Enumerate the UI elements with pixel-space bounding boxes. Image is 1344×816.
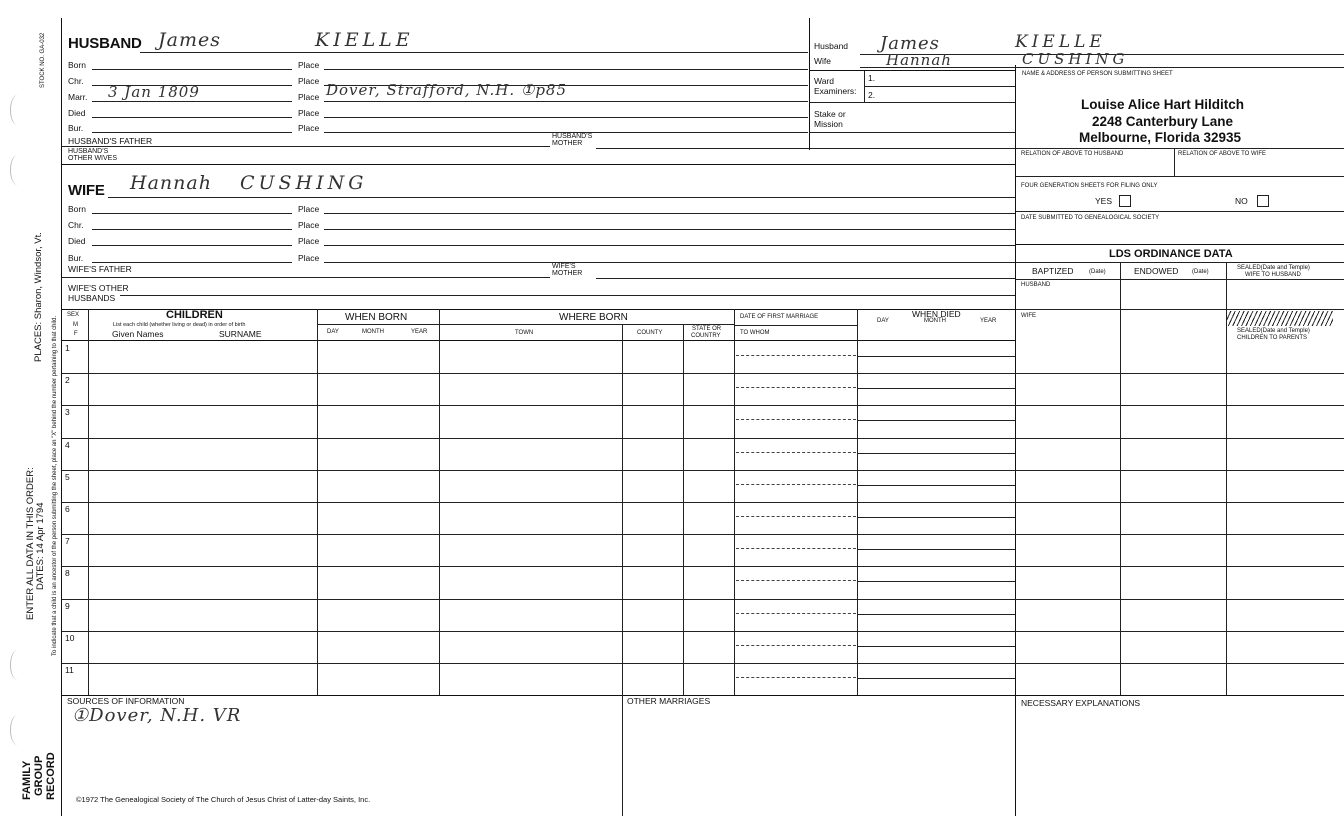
died-day-label: DAY: [877, 318, 889, 324]
children-note: List each child (whether living or dead) in order of birth: [113, 322, 246, 328]
first-marriage-date-line: [736, 677, 856, 678]
wife-chr-line: [92, 229, 292, 230]
first-marriage-date-line: [736, 645, 856, 646]
husband-died-place-line: [324, 117, 808, 118]
husband-born-label: Born: [68, 60, 86, 70]
ward-wife-line: [860, 67, 1344, 68]
side-enter-order: ENTER ALL DATA IN THIS ORDER:: [25, 467, 36, 620]
ward-box-divider: [810, 70, 1015, 71]
child-row-number: 10: [65, 633, 75, 643]
when-died-line: [857, 453, 1015, 454]
sources-label: SOURCES OF INFORMATION: [67, 696, 185, 706]
lds-husband-label: HUSBAND: [1021, 282, 1051, 288]
first-marriage-date-line: [736, 613, 856, 614]
where-born-divider: [439, 324, 734, 325]
right-panel-border: [1015, 65, 1016, 816]
endowed-date-label: (Date): [1192, 269, 1209, 275]
wife-given-name: Hannah: [130, 172, 212, 194]
husband-chr-label: Chr.: [68, 76, 84, 86]
wife-chr-place-label: Place: [298, 220, 320, 230]
when-born-label: WHEN BORN: [345, 312, 408, 323]
child-row-separator: [62, 566, 1344, 567]
husband-born-line: [92, 69, 292, 70]
col-county: [683, 324, 684, 695]
when-died-line: [857, 614, 1015, 615]
date-submitted-label: DATE SUBMITTED TO GENEALOGICAL SOCIETY: [1021, 215, 1160, 221]
county-label: COUNTY: [637, 330, 663, 336]
relation-bottom: [1016, 176, 1344, 177]
child-row-number: 3: [65, 407, 70, 417]
husband-name-line: [140, 52, 808, 53]
submitter-bottom: [1016, 148, 1344, 149]
title-record: RECORD: [45, 752, 57, 800]
wife-surname: CUSHING: [240, 172, 368, 194]
when-died-line: [857, 485, 1015, 486]
husband-marr-line: [92, 101, 292, 102]
ward-wife-name: Hannah: [886, 51, 952, 69]
yes-checkbox[interactable]: [1119, 195, 1131, 207]
first-marriage-date-line: [736, 452, 856, 453]
wife-born-line: [92, 213, 292, 214]
to-whom-label: TO WHOM: [740, 330, 770, 336]
wife-died-place-line: [324, 245, 1015, 246]
child-row-number: 11: [65, 665, 74, 675]
side-places: PLACES: Sharon, Windsor, Vt.: [33, 232, 44, 362]
husband-marriage-date: 3 Jan 1809: [108, 83, 200, 101]
wife-bur-place-line: [324, 262, 1015, 263]
when-died-line: [857, 581, 1015, 582]
examiner-2: 2.: [868, 90, 876, 100]
when-died-line: [857, 420, 1015, 421]
children-label: CHILDREN: [166, 309, 223, 321]
footer-divider: [622, 695, 623, 816]
sealed-wife-label-2: WIFE TO HUSBAND: [1245, 272, 1301, 278]
wifes-father-line: [62, 277, 550, 278]
child-row-number: 1: [65, 343, 70, 353]
examiner-1: 1.: [868, 73, 876, 83]
relation-to-wife-label: RELATION OF ABOVE TO WIFE: [1178, 151, 1267, 157]
first-marriage-date-line: [736, 355, 856, 356]
stake-bottom: [810, 132, 1015, 133]
wife-label: WIFE: [68, 182, 105, 199]
baptized-label: BAPTIZED: [1032, 266, 1074, 276]
lds-title-bottom: [1016, 262, 1344, 263]
side-dates: DATES: 14 Apr 1794: [35, 502, 46, 590]
child-row-separator: [62, 663, 1344, 664]
husband-born-place-label: Place: [298, 60, 320, 70]
first-marriage-date-line: [736, 484, 856, 485]
born-year-label: YEAR: [411, 329, 428, 335]
town-label: TOWN: [515, 330, 534, 336]
relation-divider: [1174, 148, 1175, 176]
child-row-separator: [62, 405, 1344, 406]
four-generation-label: FOUR GENERATION SHEETS FOR FILING ONLY: [1021, 183, 1158, 189]
husband-marriage-place: Dover, Strafford, N.H. ①p85: [326, 81, 568, 99]
relation-to-husband-label: RELATION OF ABOVE TO HUSBAND: [1021, 151, 1124, 157]
when-died-line: [857, 549, 1015, 550]
when-died-label: WHEN DIED: [912, 309, 961, 319]
wife-born-label: Born: [68, 204, 86, 214]
child-row-number: 4: [65, 440, 70, 450]
when-died-line: [857, 517, 1015, 518]
title-family: FAMILY: [21, 760, 33, 800]
first-marriage-date-line: [736, 548, 856, 549]
child-row-separator: [62, 631, 1344, 632]
husband-died-label: Died: [68, 108, 86, 118]
ward-wife-surname: CUSHING: [1022, 50, 1129, 68]
child-row-separator: [62, 502, 1344, 503]
ward-wife-label: Wife: [814, 56, 831, 66]
sealed-children-label-1: SEALED(Date and Temple): [1237, 328, 1310, 334]
wife-born-place-line: [324, 213, 1015, 214]
endowed-label: ENDOWED: [1134, 266, 1179, 276]
state-label-2: COUNTRY: [691, 333, 721, 339]
husband-given-name: James: [158, 29, 221, 51]
child-row-separator: [62, 599, 1344, 600]
submitter-name: Louise Alice Hart Hilditch: [1081, 97, 1245, 112]
husband-section-bottom: [62, 164, 1015, 165]
child-row-separator: [62, 470, 1344, 471]
died-year-label: YEAR: [980, 318, 997, 324]
child-row-separator: [62, 534, 1344, 535]
no-label: NO: [1235, 196, 1248, 206]
wifes-father-label: WIFE'S FATHER: [68, 264, 132, 274]
binder-notch: [10, 650, 25, 680]
child-row-number: 6: [65, 504, 70, 514]
children-header-bottom: [62, 340, 1015, 341]
lds-header-bottom: [1016, 279, 1344, 280]
first-marriage-label: DATE OF FIRST MARRIAGE: [740, 314, 819, 320]
col-town: [622, 324, 623, 695]
lds-title: LDS ORDINANCE DATA: [1109, 248, 1233, 260]
examiners-label: Examiners:: [814, 86, 857, 96]
left-border: [61, 18, 62, 816]
sealed-wife-label-1: SEALED(Date and Temple): [1237, 265, 1310, 271]
born-day-label: DAY: [327, 329, 339, 335]
sex-label: SEX: [67, 312, 80, 318]
child-row-number: 5: [65, 472, 70, 482]
born-month-label: MONTH: [362, 329, 384, 335]
examiner-1-line: [865, 86, 1015, 87]
other-marriages-label: OTHER MARRIAGES: [627, 696, 711, 706]
stock-number: STOCK NO. GA-032: [40, 32, 46, 88]
child-row-separator: [62, 438, 1344, 439]
submitter-city: Melbourne, Florida 32935: [1079, 130, 1242, 145]
ward-husband-label: Husband: [814, 41, 849, 51]
first-marriage-date-line: [736, 419, 856, 420]
husbands-mother-label-1: HUSBAND'S: [552, 133, 593, 140]
husbands-other-wives-label-2: OTHER WIVES: [68, 155, 118, 162]
state-label-1: STATE OR: [692, 326, 722, 332]
husbands-mother-line: [596, 148, 1015, 149]
binder-notch: [10, 715, 25, 745]
wifes-other-husbands-label-1: WIFE'S OTHER: [68, 283, 129, 293]
husband-surname: KIELLE: [315, 29, 414, 51]
sealed-hatched-area: [1227, 311, 1333, 326]
husbands-father-label: HUSBAND'S FATHER: [68, 136, 153, 146]
no-checkbox[interactable]: [1257, 195, 1269, 207]
date-submitted-bottom: [1016, 244, 1344, 245]
wifes-mother-line: [596, 278, 1015, 279]
wife-chr-label: Chr.: [68, 220, 84, 230]
wife-name-line: [108, 197, 1015, 198]
lds-wife-label: WIFE: [1021, 313, 1036, 319]
baptized-date-label: (Date): [1089, 269, 1106, 275]
first-marriage-date-line: [736, 516, 856, 517]
necessary-explanations-label: NECESSARY EXPLANATIONS: [1021, 698, 1141, 708]
husband-marr-place-label: Place: [298, 92, 320, 102]
child-row-number: 9: [65, 601, 70, 611]
sex-f-label: F: [74, 331, 78, 337]
stake-label-2: Mission: [814, 119, 843, 129]
ward-label: Ward: [814, 76, 834, 86]
first-marriage-date-line: [736, 387, 856, 388]
wife-chr-place-line: [324, 229, 1015, 230]
submitter-street: 2248 Canterbury Lane: [1092, 114, 1234, 129]
sealed-children-label-2: CHILDREN TO PARENTS: [1237, 335, 1308, 341]
given-names-label: Given Names: [112, 329, 164, 339]
child-row-number: 2: [65, 375, 70, 385]
wifes-mother-label-1: WIFE'S: [552, 263, 576, 270]
husband-bur-place-label: Place: [298, 123, 320, 133]
ward-box-left-border: [809, 18, 810, 150]
surname-label: SURNAME: [219, 329, 262, 339]
submitter-header: NAME & ADDRESS OF PERSON SUBMITTING SHEET: [1022, 71, 1173, 77]
first-marriage-date-line: [736, 580, 856, 581]
examiners-bottom: [810, 102, 1015, 103]
husband-bur-line: [92, 132, 292, 133]
wifes-other-husbands-label-2: HUSBANDS: [68, 293, 116, 303]
when-died-line: [857, 356, 1015, 357]
husband-died-line: [92, 117, 292, 118]
copyright: ©1972 The Genealogical Society of The Church of Jesus Christ of Latter-day Saints, Inc.: [76, 795, 371, 804]
husband-died-place-label: Place: [298, 108, 320, 118]
husbands-father-line: [62, 146, 550, 147]
first-marriage-divider: [734, 325, 857, 326]
wifes-other-husbands-line: [120, 295, 1015, 296]
when-born-divider: [317, 324, 439, 325]
husband-chr-place-label: Place: [298, 76, 320, 86]
wife-bur-place-label: Place: [298, 253, 320, 263]
husband-bur-label: Bur.: [68, 123, 84, 133]
husband-marr-label: Marr.: [68, 92, 88, 102]
sex-m-label: M: [73, 322, 78, 328]
yes-label: YES: [1095, 196, 1113, 206]
husband-label: HUSBAND: [68, 35, 142, 52]
child-row-number: 7: [65, 536, 70, 546]
when-died-line: [857, 646, 1015, 647]
child-row-separator: [62, 373, 1344, 374]
four-gen-bottom: [1016, 211, 1344, 212]
lds-husband-bottom: [1016, 309, 1344, 310]
wife-died-place-label: Place: [298, 236, 320, 246]
husbands-mother-label-2: MOTHER: [552, 140, 583, 147]
wife-born-place-label: Place: [298, 204, 320, 214]
wife-bur-label: Bur.: [68, 253, 84, 263]
stake-label-1: Stake or: [814, 109, 846, 119]
wife-died-label: Died: [68, 236, 86, 246]
side-ancestor-note: To indicate that a child is an ancestor of the person submitting the sheet, place an "X" behind the number pertaining to that child.: [52, 315, 58, 656]
title-group: GROUP: [33, 755, 45, 796]
when-died-line: [857, 388, 1015, 389]
when-died-line: [857, 678, 1015, 679]
husbands-other-wives-label-1: HUSBAND'S: [68, 148, 109, 155]
where-born-label: WHERE BORN: [559, 312, 628, 323]
died-month-label: MONTH: [924, 318, 946, 324]
wife-bur-line: [92, 262, 292, 263]
wifes-mother-label-2: MOTHER: [552, 270, 583, 277]
husband-marr-place-line: [324, 101, 808, 102]
child-row-number: 8: [65, 568, 70, 578]
ward-husband-name: James: [880, 33, 940, 54]
wife-died-line: [92, 245, 292, 246]
binder-notch: [10, 95, 25, 125]
binder-notch: [10, 155, 25, 185]
sources-value: ①Dover, N.H. VR: [72, 705, 242, 726]
ward-husband-surname: KIELLE: [1015, 32, 1106, 52]
husband-born-place-line: [324, 69, 808, 70]
